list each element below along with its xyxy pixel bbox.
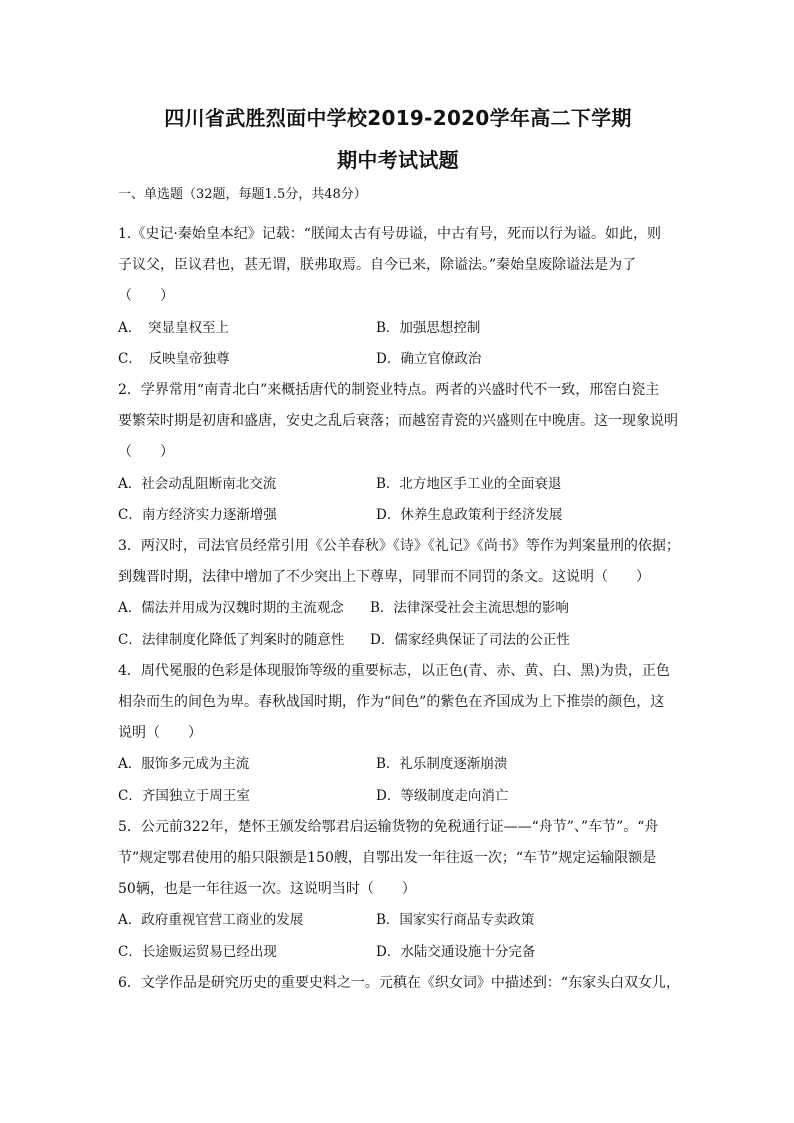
question-3 bbox=[118, 531, 678, 656]
answer-option-c[interactable]: C． 反映皇帝独尊 bbox=[118, 350, 230, 367]
question-list bbox=[118, 219, 681, 999]
exam-subtitle: 期中考试试题 bbox=[337, 148, 459, 172]
answer-option-c[interactable]: C．齐国独立于周王室 bbox=[118, 787, 250, 804]
question-stem-line: 到魏晋时期，法律中增加了不少突出上下尊卑，同罪而不同罚的条文。这说明（ ） bbox=[118, 569, 650, 586]
question-stem-line: 说明（ ） bbox=[118, 725, 202, 742]
question-stem-line: 6．文学作品是研究历史的重要史料之一。元稹在《织女词》中描述到：“东家头白双女儿， bbox=[118, 974, 681, 991]
answer-option-a[interactable]: A．社会动乱阻断南北交流 bbox=[118, 475, 277, 492]
question-4 bbox=[118, 656, 678, 812]
answer-options bbox=[118, 749, 678, 811]
question-stem bbox=[118, 656, 678, 750]
question-stem-line: 3．两汉时，司法官员经常引用《公羊春秋》《诗》《礼记》《尚书》等作为判案量刑的依据； bbox=[118, 538, 680, 555]
answer-option-c[interactable]: C．长途贩运贸易已经出现 bbox=[118, 943, 277, 960]
question-stem bbox=[118, 219, 678, 313]
answer-option-a[interactable]: A．儒法并用成为汉魏时期的主流观念 bbox=[118, 600, 344, 617]
section-heading: 一、单选题（32题，每题1.5分，共48分） bbox=[118, 187, 367, 202]
question-5 bbox=[118, 812, 678, 968]
answer-options bbox=[118, 313, 678, 375]
answer-options bbox=[118, 593, 678, 655]
question-stem-line: 节”规定鄂君使用的船只限额是150艘，自鄂出发一年往返一次；“车节”规定运输限额是 bbox=[118, 850, 657, 867]
answer-option-c[interactable]: C．法律制度化降低了判案时的随意性 bbox=[118, 631, 345, 648]
question-1 bbox=[118, 219, 678, 375]
question-stem-line: （ ） bbox=[118, 288, 174, 305]
answer-option-d[interactable]: D．儒家经典保证了司法的公正性 bbox=[370, 631, 570, 648]
exam-page bbox=[118, 100, 681, 999]
question-stem-line: （ ） bbox=[118, 444, 174, 461]
question-stem-line: 4．周代冕服的色彩是体现服饰等级的重要标志，以正色(青、赤、黄、白、黑)为贵，正色 bbox=[118, 662, 670, 679]
answer-option-d[interactable]: D．确立官僚政治 bbox=[376, 350, 482, 367]
answer-option-b[interactable]: B．国家实行商品专卖政策 bbox=[376, 912, 535, 929]
question-stem bbox=[118, 375, 678, 469]
answer-option-c[interactable]: C．南方经济实力逐渐增强 bbox=[118, 506, 277, 523]
answer-option-a[interactable]: A．服饰多元成为主流 bbox=[118, 756, 250, 773]
question-stem-line: 要繁荣时期是初唐和盛唐，安史之乱后衰落；而越窑青瓷的兴盛则在中晚唐。这一现象说明 bbox=[118, 413, 678, 430]
answer-option-a[interactable]: A．政府重视官营工商业的发展 bbox=[118, 912, 304, 929]
question-stem-line: 1.《史记·秦始皇本纪》记载：“朕闻太古有号毋谥，中古有号，死而以行为谥。如此，则 bbox=[118, 226, 661, 242]
question-stem-line: 50辆，也是一年往返一次。这说明当时（ ） bbox=[118, 881, 416, 898]
question-6 bbox=[118, 968, 681, 999]
question-stem bbox=[118, 531, 678, 593]
answer-option-b[interactable]: B．法律深受社会主流思想的影响 bbox=[370, 600, 569, 617]
answer-options bbox=[118, 469, 678, 531]
answer-option-b[interactable]: B．礼乐制度逐渐崩溃 bbox=[376, 756, 508, 773]
question-2 bbox=[118, 375, 678, 531]
exam-title: 四川省武胜烈面中学校2019-2020学年高二下学期 bbox=[164, 106, 632, 130]
question-stem bbox=[118, 968, 681, 999]
answer-option-a[interactable]: A． 突显皇权至上 bbox=[118, 319, 229, 336]
answer-option-d[interactable]: D．休养生息政策利于经济发展 bbox=[376, 506, 563, 523]
question-stem-line: 相杂而生的间色为卑。春秋战国时期，作为“间色”的紫色在齐国成为上下推崇的颜色，这 bbox=[118, 694, 665, 711]
answer-option-b[interactable]: B．北方地区手工业的全面衰退 bbox=[376, 475, 562, 492]
question-stem-line: 子议父，臣议君也，甚无谓，朕弗取焉。自今已来，除谥法。”秦始皇废除谥法是为了 bbox=[118, 257, 637, 274]
question-stem-line: 2．学界常用“南青北白”来概括唐代的制瓷业特点。两者的兴盛时代不一致，邢窑白瓷主 bbox=[118, 382, 660, 399]
answer-option-d[interactable]: D．水陆交通设施十分完备 bbox=[376, 943, 536, 960]
answer-option-b[interactable]: B．加强思想控制 bbox=[376, 319, 481, 336]
answer-options bbox=[118, 905, 678, 967]
answer-option-d[interactable]: D．等级制度走向消亡 bbox=[376, 787, 509, 804]
question-stem bbox=[118, 812, 678, 906]
question-stem-line: 5．公元前322年，楚怀王颁发给鄂君启运输货物的免税通行证——“舟节”、”车节”。“舟 bbox=[118, 818, 659, 835]
